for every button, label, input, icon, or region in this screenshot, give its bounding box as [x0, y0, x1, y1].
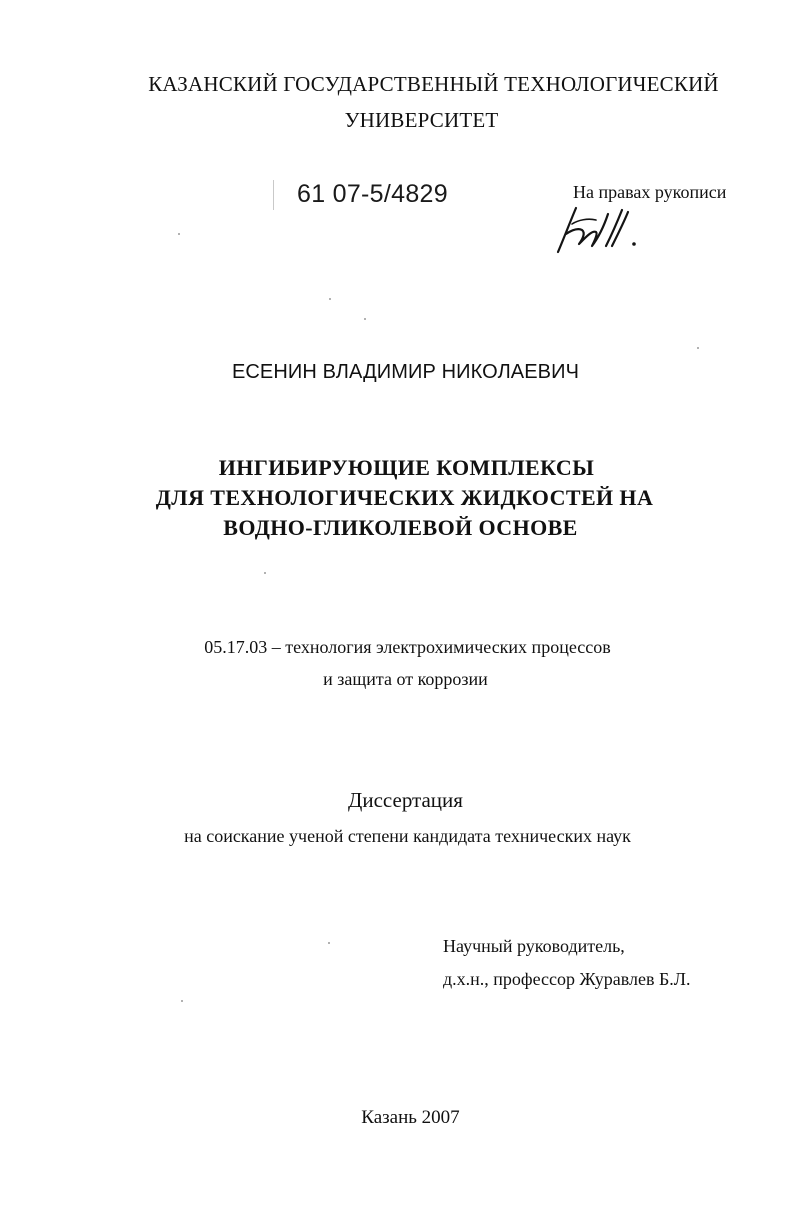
- dissertation-title-line3: ВОДНО-ГЛИКОЛЕВОЙ ОСНОВЕ: [223, 515, 578, 540]
- archive-stamp-code: 61 07-5/4829: [297, 180, 448, 208]
- manuscript-rights-label: На правах рукописи: [573, 182, 727, 202]
- dissertation-heading: Диссертация: [348, 788, 463, 812]
- signature-icon: [552, 200, 652, 258]
- scan-speck: [364, 318, 366, 320]
- dissertation-title-line2: ДЛЯ ТЕХНОЛОГИЧЕСКИХ ЖИДКОСТЕЙ НА: [155, 485, 654, 510]
- specialty-code-line2: и защита от коррозии: [323, 669, 488, 689]
- place-and-year: Казань 2007: [361, 1107, 460, 1128]
- author-name: ЕСЕНИН ВЛАДИМИР НИКОЛАЕВИЧ: [231, 361, 580, 383]
- dissertation-subheading: на соискание ученой степени кандидата технических наук: [184, 826, 631, 846]
- scan-speck: [264, 572, 266, 574]
- stamp-mark: [273, 180, 274, 210]
- supervisor-label: Научный руководитель,: [443, 936, 625, 956]
- scan-speck: [329, 298, 331, 300]
- scan-speck: [697, 347, 699, 349]
- university-name-line2: УНИВЕРСИТЕТ: [344, 108, 499, 132]
- supervisor-name: д.х.н., профессор Журавлев Б.Л.: [443, 969, 691, 989]
- university-name-line1: КАЗАНСКИЙ ГОСУДАРСТВЕННЫЙ ТЕХНОЛОГИЧЕСКИЙ: [148, 72, 719, 96]
- scan-speck: [181, 1000, 183, 1002]
- specialty-code-line1: 05.17.03 – технология электрохимических процессов: [204, 637, 611, 657]
- scan-speck: [178, 233, 180, 235]
- scan-speck: [328, 942, 330, 944]
- dissertation-title-line1: ИНГИБИРУЮЩИЕ КОМПЛЕКСЫ: [218, 455, 595, 480]
